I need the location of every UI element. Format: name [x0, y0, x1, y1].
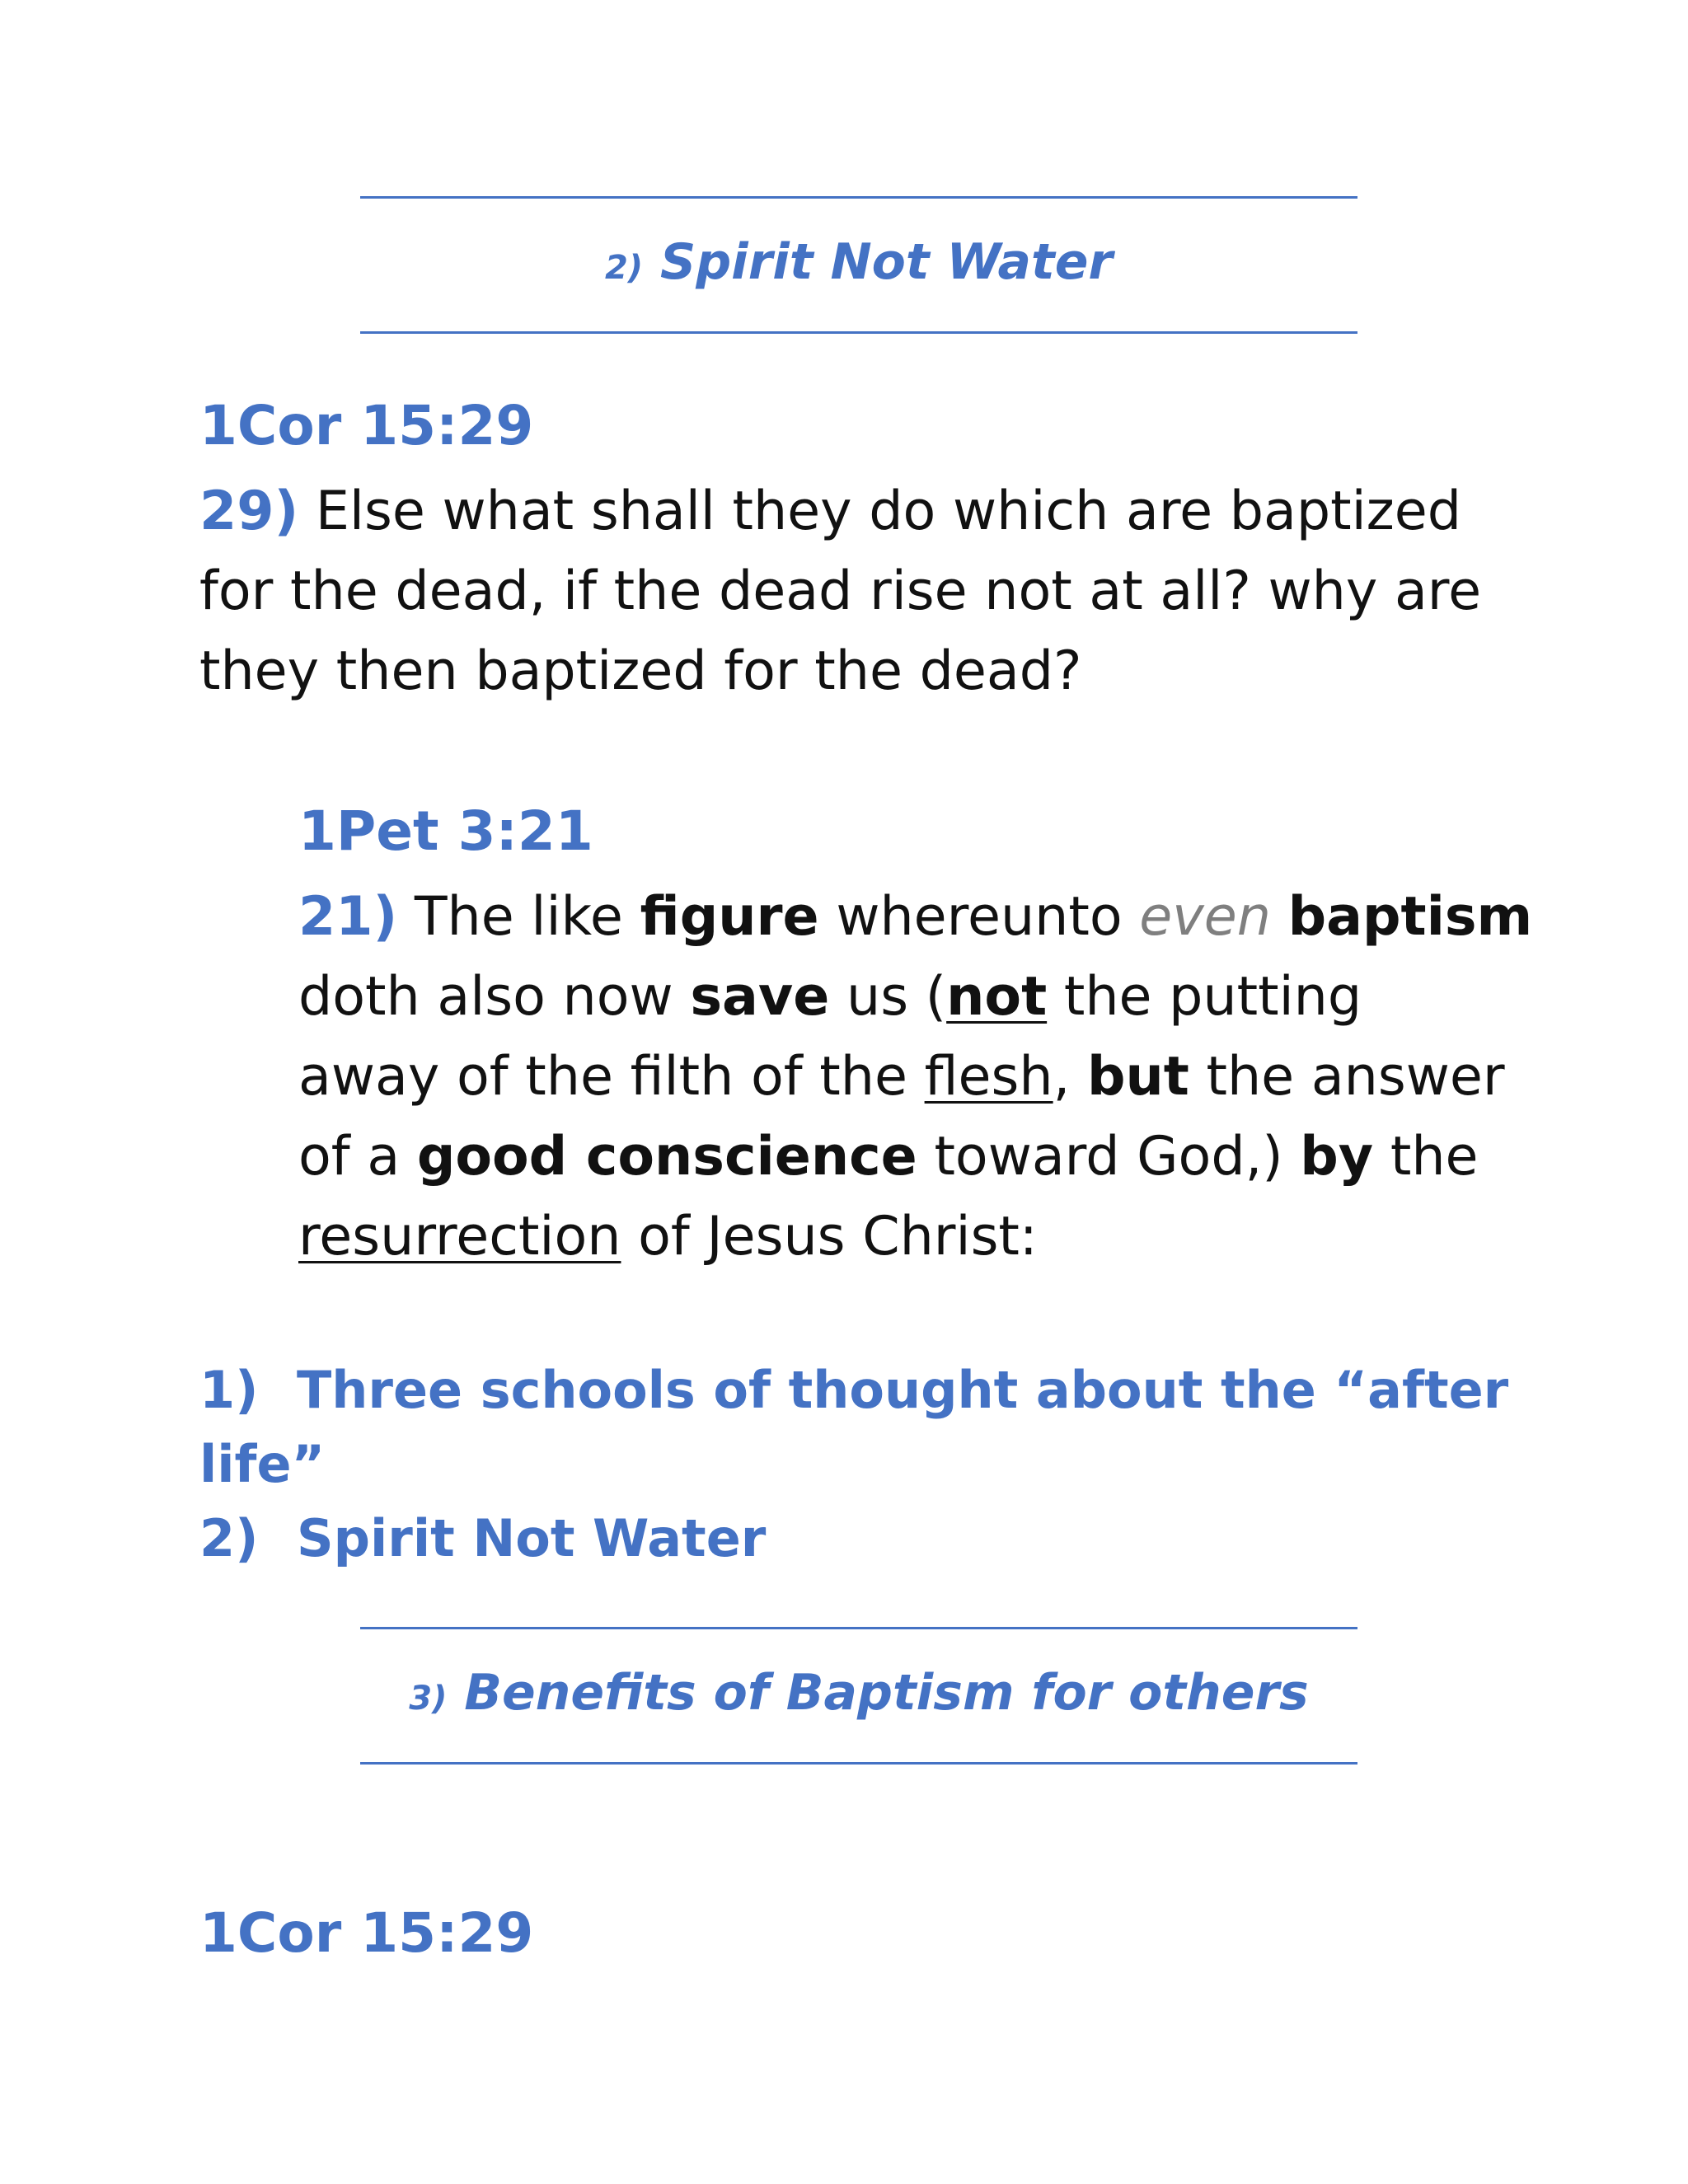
outline-list — [199, 1353, 1509, 1576]
passage-2-reference: 1Pet 3:21 — [298, 799, 593, 863]
underlined-word-resurrection: resurrection — [298, 1206, 621, 1268]
text-segment: of a — [298, 1126, 401, 1188]
passage-1-text-1: Else what shall they do which are baptized — [315, 480, 1462, 542]
bold-word-figure: figure — [640, 886, 819, 948]
text-segment: us ( — [846, 966, 947, 1028]
section-3-top-rule — [360, 1627, 1357, 1629]
text-segment: The like — [414, 886, 623, 948]
passage-1-verse-number: 29) — [199, 480, 299, 542]
outline-item-text: Spirit Not Water — [297, 1508, 767, 1568]
text-segment: whereunto — [836, 886, 1123, 948]
bold-underlined-word-not: not — [946, 966, 1048, 1028]
underlined-word-flesh: flesh — [924, 1046, 1053, 1108]
outline-item-1-continued: life” — [199, 1434, 326, 1494]
passage-2-verse — [298, 877, 1532, 1277]
text-segment: doth also now — [298, 966, 673, 1028]
text-segment: toward God,) — [934, 1126, 1283, 1188]
passage-2-line-5 — [298, 1197, 1532, 1277]
passage-2-verse-number: 21) — [298, 886, 398, 948]
section-3-number: 3) — [409, 1680, 448, 1718]
bold-word-baptism: baptism — [1287, 886, 1533, 948]
passage-1-line-1 — [199, 471, 1481, 551]
outline-item-2 — [199, 1502, 1436, 1576]
passage-1-reference: 1Cor 15:29 — [199, 394, 534, 457]
bold-word-by: by — [1300, 1126, 1374, 1188]
section-2-number: 2) — [604, 249, 644, 287]
section-3-heading — [0, 1664, 1688, 1722]
text-segment: of Jesus Christ: — [638, 1206, 1038, 1268]
passage-1-verse — [199, 471, 1481, 711]
section-2-top-rule — [360, 196, 1357, 199]
section-3-bottom-rule — [360, 1762, 1357, 1765]
section-2-bottom-rule — [360, 331, 1357, 334]
passage-2-line-1 — [298, 877, 1532, 957]
text-segment: , — [1053, 1046, 1071, 1108]
bold-word-but: but — [1086, 1046, 1189, 1108]
outline-item-number: 1) — [199, 1360, 259, 1420]
italic-word-even: even — [1139, 886, 1271, 948]
passage-1-line-3: they then baptized for the dead? — [199, 640, 1082, 702]
passage-2-line-2 — [298, 957, 1532, 1037]
outline-item-number: 2) — [199, 1508, 259, 1568]
outline-item-1 — [199, 1353, 1509, 1427]
section-2-title: Spirit Not Water — [659, 233, 1114, 291]
passage-1-line-2: for the dead, if the dead rise not at all? why are — [199, 560, 1482, 622]
section-3-title: Benefits of Baptism for others — [464, 1664, 1309, 1722]
text-segment: the putting — [1063, 966, 1362, 1028]
outline-item-text: Three schools of thought about the “after — [297, 1360, 1509, 1420]
passage-2-line-4 — [298, 1117, 1532, 1197]
passage-2-line-3 — [298, 1037, 1532, 1117]
text-segment: the answer — [1206, 1046, 1505, 1108]
section-2-heading — [0, 233, 1688, 291]
bold-phrase-good-conscience: good conscience — [416, 1126, 917, 1188]
text-segment: the — [1390, 1126, 1479, 1188]
text-segment: away of the filth of the — [298, 1046, 907, 1108]
passage-3-reference: 1Cor 15:29 — [199, 1901, 534, 1965]
bold-word-save: save — [690, 966, 830, 1028]
